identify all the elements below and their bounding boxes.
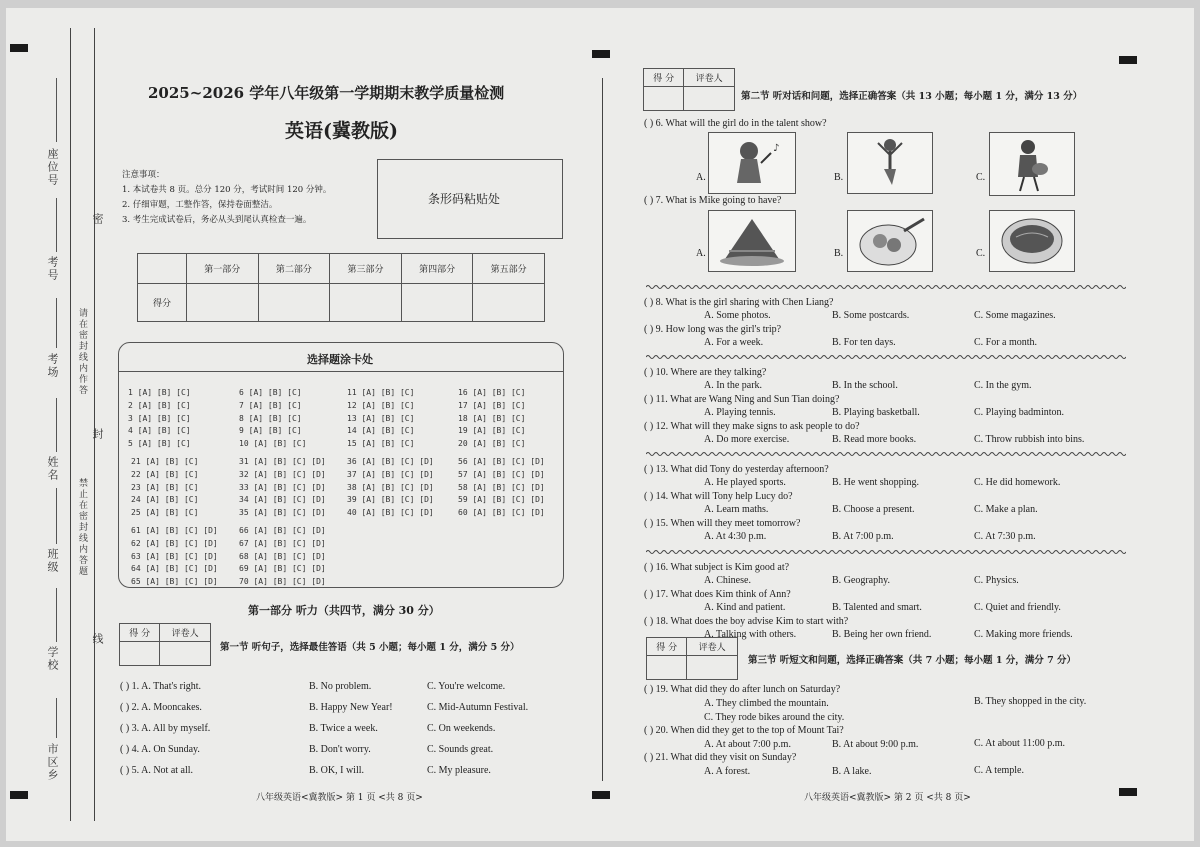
answer-bubble-row[interactable]: 14 [A] [B] [C] (347, 426, 415, 436)
q7: ( ) 7. What is Mike going to have? (644, 195, 782, 206)
answer-bubble-row[interactable]: 24 [A] [B] [C] (131, 495, 199, 505)
score-table-header: 第一部分 (187, 254, 259, 284)
answer-bubble-row[interactable]: 6 [A] [B] [C] (239, 388, 302, 397)
answer-bubble-row[interactable]: 21 [A] [B] [C] (131, 457, 199, 466)
q21: ( ) 21. What did they visit on Sunday? (644, 752, 797, 763)
q10-a: A. In the park. (704, 380, 763, 391)
q11-c: C. Playing badminton. (974, 407, 1064, 418)
q16-c: C. Physics. (974, 575, 1019, 586)
q21-a: A. A forest. (704, 766, 751, 777)
divider-wave (646, 451, 1126, 457)
q13-c: C. He did homework. (974, 477, 1061, 488)
answer-bubble-row[interactable]: 37 [A] [B] [C] [D] (347, 469, 434, 479)
grader-label: 评卷人 (160, 624, 211, 642)
q12: ( ) 12. What will they make signs to ask people to do? (644, 421, 860, 432)
grader-label: 评卷人 (684, 69, 735, 87)
q18-c: C. Making more friends. (974, 629, 1073, 640)
answer-card-rule (119, 371, 563, 372)
sec1-q1-c: C. You're welcome. (427, 681, 506, 692)
answer-bubble-row[interactable]: 9 [A] [B] [C] (239, 426, 302, 436)
q12-c: C. Throw rubbish into bins. (974, 434, 1085, 445)
score-table-header: 第五部分 (473, 254, 545, 284)
sec1-title: 第一节 听句子，选择最佳答语（共 5 小题；每小题 1 分，满分 5 分） (220, 642, 520, 653)
q9-c: C. For a month. (974, 337, 1038, 348)
answer-bubble-row[interactable]: 19 [A] [B] [C] (458, 426, 526, 436)
score-label: 得 分 (644, 69, 684, 87)
name-label: 姓名 (46, 456, 59, 482)
registration-mark (592, 50, 610, 58)
q17-a: A. Kind and patient. (704, 602, 786, 613)
q19: ( ) 19. What did they do after lunch on Saturday? (644, 684, 841, 695)
score-cell[interactable] (401, 284, 473, 322)
seal-char-feng: 封 (91, 428, 104, 441)
q10: ( ) 10. Where are they talking? (644, 367, 767, 378)
registration-mark (1119, 788, 1137, 796)
score-cell[interactable] (120, 642, 160, 666)
q14-b: B. Choose a present. (832, 504, 915, 515)
q20-a: A. At about 7:00 p.m. (704, 739, 791, 750)
score-table-header: 第二部分 (258, 254, 330, 284)
q6-letter-c: C. (976, 172, 986, 183)
grader-cell[interactable] (684, 87, 735, 111)
score-label: 得 分 (647, 638, 687, 656)
q14-c: C. Make a plan. (974, 504, 1038, 515)
sec2-title: 第二节 听对话和问题，选择正确答案（共 13 小题；每小题 1 分，满分 13 分） (741, 91, 1083, 102)
q11-b: B. Playing basketball. (832, 407, 920, 418)
sec1-score-box (119, 623, 211, 666)
page1-footer: 八年级英语<冀教版> 第 1 页 <共 8 页> (256, 793, 423, 803)
school-blank[interactable] (56, 588, 57, 642)
barcode-area (377, 159, 563, 239)
q16-b: B. Geography. (832, 575, 890, 586)
score-table-header: 第三部分 (330, 254, 402, 284)
sec1-q4-c: C. Sounds great. (427, 744, 494, 755)
score-label: 得 分 (120, 624, 160, 642)
q8-a: A. Some photos. (704, 310, 771, 321)
q6-pic-c (989, 132, 1075, 196)
q20-c: C. At about 11:00 p.m. (974, 738, 1066, 749)
note-1: 1. 本试卷共 8 页。总分 120 分，考试时间 120 分钟。 (122, 185, 332, 195)
answer-bubble-row[interactable]: 61 [A] [B] [C] [D] (131, 526, 218, 535)
q15: ( ) 15. When will they meet tomorrow? (644, 518, 801, 529)
answer-bubble-row[interactable]: 5 [A] [B] [C] (128, 439, 191, 449)
seal-char-xian: 线 (91, 633, 104, 646)
answer-bubble-row[interactable]: 12 [A] [B] [C] (347, 400, 415, 410)
q12-b: B. Read more books. (832, 434, 917, 445)
zongzi-icon (709, 211, 795, 271)
answer-bubble-row[interactable]: 23 [A] [B] [C] (131, 482, 199, 492)
q21-c: C. A temple. (974, 765, 1024, 776)
answer-bubble-row[interactable]: 33 [A] [B] [C] [D] (239, 482, 326, 492)
registration-mark (592, 791, 610, 799)
sec1-q2: ( ) 2. A. Mooncakes. (120, 702, 202, 713)
sec1-q3-c: C. On weekends. (427, 723, 496, 734)
answer-bubble-row[interactable]: 63 [A] [B] [C] [D] (131, 551, 218, 561)
score-cell[interactable] (330, 284, 402, 322)
grader-label: 评卷人 (687, 638, 738, 656)
score-cell[interactable] (187, 284, 259, 322)
answer-bubble-row[interactable]: 32 [A] [B] [C] [D] (239, 469, 326, 479)
answer-bubble-row[interactable]: 11 [A] [B] [C] (347, 388, 415, 397)
answer-bubble-row[interactable]: 35 [A] [B] [C] [D] (239, 508, 326, 518)
answer-bubble-row[interactable]: 10 [A] [B] [C] (239, 439, 307, 449)
exam-no-label: 考号 (46, 256, 59, 282)
exam-title: 2025~2026 学年八年级第一学期期末教学质量检测 (148, 84, 505, 102)
divider-wave (646, 354, 1126, 360)
answer-bubble-row[interactable]: 13 [A] [B] [C] (347, 413, 415, 423)
grader-cell[interactable] (687, 656, 738, 680)
score-row-label: 得分 (138, 284, 187, 322)
exam-no-blank[interactable] (56, 198, 57, 252)
score-cell[interactable] (473, 284, 545, 322)
notes (122, 168, 331, 228)
q17-b: B. Talented and smart. (832, 602, 922, 613)
exam-subject: 英语(冀教版) (285, 120, 398, 142)
score-cell[interactable] (647, 656, 687, 680)
answer-bubble-row[interactable]: 16 [A] [B] [C] (458, 388, 526, 397)
q16-a: A. Chinese. (704, 575, 751, 586)
q20-b: B. At about 9:00 p.m. (832, 739, 919, 750)
q7-pic-c (989, 210, 1075, 272)
q13: ( ) 13. What did Tony do yesterday afternoon? (644, 464, 829, 475)
q15-a: A. At 4:30 p.m. (704, 531, 767, 542)
answer-bubble-row[interactable]: 2 [A] [B] [C] (128, 400, 191, 410)
q14: ( ) 14. What will Tony help Lucy do? (644, 491, 793, 502)
sec1-q3: ( ) 3. A. All by myself. (120, 723, 211, 734)
answer-bubble-row[interactable]: 8 [A] [B] [C] (239, 413, 302, 423)
q10-b: B. In the school. (832, 380, 898, 391)
district-blank[interactable] (56, 698, 57, 738)
note-2: 2. 仔细审题，工整作答，保持卷面整洁。 (122, 200, 278, 210)
q17: ( ) 17. What does Kim think of Ann? (644, 589, 791, 600)
divider-wave (646, 284, 1126, 290)
answer-bubble-row[interactable]: 70 [A] [B] [C] [D] (239, 577, 326, 587)
q7-letter-a: A. (696, 248, 706, 259)
notes-title: 注意事项： (122, 170, 165, 180)
q8-c: C. Some magazines. (974, 310, 1056, 321)
answer-card-title: 选择题涂卡处 (307, 353, 373, 366)
answer-bubble-row[interactable]: 68 [A] [B] [C] [D] (239, 551, 326, 561)
singing-girl-icon (709, 133, 795, 193)
sec1-q4: ( ) 4. A. On Sunday. (120, 744, 200, 755)
sec1-q5: ( ) 5. A. Not at all. (120, 765, 194, 776)
q6-letter-a: A. (696, 172, 706, 183)
seat-label: 座位号 (46, 148, 59, 187)
registration-mark (10, 44, 28, 52)
name-blank[interactable] (56, 398, 57, 452)
sec3-score-box (646, 637, 738, 680)
seal-char-mi: 密 (91, 213, 104, 226)
score-table (137, 253, 545, 322)
q14-a: A. Learn maths. (704, 504, 769, 515)
district-label: 市区乡 (46, 743, 59, 782)
barcode-label: 条形码粘贴处 (428, 192, 501, 206)
grader-cell[interactable] (160, 642, 211, 666)
q11: ( ) 11. What are Wang Ning and Sun Tian doing? (644, 394, 840, 405)
q6-letter-b: B. (834, 172, 844, 183)
q7-pic-a (708, 210, 796, 272)
sec1-q5-b: B. OK, I will. (309, 765, 364, 776)
answer-bubble-row[interactable]: 17 [A] [B] [C] (458, 400, 526, 410)
sec3-title: 第三节 听短文和问题，选择正确答案（共 7 小题；每小题 1 分，满分 7 分） (748, 655, 1076, 666)
q12-a: A. Do more exercise. (704, 434, 790, 445)
q7-letter-b: B. (834, 248, 844, 259)
answer-bubble-row[interactable]: 40 [A] [B] [C] [D] (347, 508, 434, 518)
guitar-girl-icon (990, 133, 1074, 195)
seal-warning: 禁止在密封线内答题 (77, 478, 87, 577)
divider-wave (646, 549, 1126, 555)
score-table-header: 第四部分 (401, 254, 473, 284)
answer-bubble-row[interactable]: 18 [A] [B] [C] (458, 413, 526, 423)
sec1-q1: ( ) 1. A. That's right. (120, 681, 202, 692)
sec1-q1-b: B. No problem. (309, 681, 372, 692)
answer-bubble-row[interactable]: 62 [A] [B] [C] [D] (131, 538, 218, 548)
answer-bubble-row[interactable]: 36 [A] [B] [C] [D] (347, 457, 434, 466)
answer-bubble-row[interactable]: 67 [A] [B] [C] [D] (239, 538, 326, 548)
q10-c: C. In the gym. (974, 380, 1032, 391)
score-table-corner (138, 254, 187, 284)
school-label: 学校 (46, 646, 59, 672)
answer-bubble-row[interactable]: 56 [A] [B] [C] [D] (458, 457, 545, 466)
q15-b: B. At 7:00 p.m. (832, 531, 894, 542)
sec1-q4-b: B. Don't worry. (309, 744, 371, 755)
class-label: 班级 (46, 548, 59, 574)
note-3: 3. 考生完成试卷后，务必从头到尾认真检查一遍。 (122, 215, 312, 225)
binding-line (70, 28, 71, 821)
q18-a: A. Talking with others. (704, 629, 797, 640)
q6-pic-a (708, 132, 796, 194)
seal-hint: 请在密封线内作答 (77, 308, 87, 396)
room-label: 考场 (46, 353, 59, 379)
answer-bubble-row[interactable]: 59 [A] [B] [C] [D] (458, 495, 545, 505)
answer-bubble-row[interactable]: 20 [A] [B] [C] (458, 439, 526, 449)
q9: ( ) 9. How long was the girl's trip? (644, 324, 782, 335)
answer-bubble-row[interactable]: 34 [A] [B] [C] [D] (239, 495, 326, 505)
answer-bubble-row[interactable]: 3 [A] [B] [C] (128, 413, 191, 423)
tangyuan-bowl-icon (848, 211, 932, 271)
binding-line (94, 28, 95, 821)
answer-bubble-row[interactable]: 64 [A] [B] [C] [D] (131, 564, 218, 574)
answer-bubble-row[interactable]: 15 [A] [B] [C] (347, 439, 415, 449)
svg-text:♪: ♪ (773, 143, 780, 154)
room-blank[interactable] (56, 298, 57, 348)
answer-bubble-row[interactable]: 1 [A] [B] [C] (128, 388, 191, 397)
part1-title: 第一部分 听力（共四节，满分 30 分） (248, 604, 440, 617)
sec1-q5-c: C. My pleasure. (427, 765, 491, 776)
answer-bubble-row[interactable]: 60 [A] [B] [C] [D] (458, 508, 545, 518)
q6-pic-b (847, 132, 933, 194)
q15-c: C. At 7:30 p.m. (974, 531, 1036, 542)
q17-c: C. Quiet and friendly. (974, 602, 1061, 613)
q13-b: B. He went shopping. (832, 477, 919, 488)
q9-a: A. For a week. (704, 337, 764, 348)
q18-b: B. Being her own friend. (832, 629, 932, 640)
page2-footer: 八年级英语<冀教版> 第 2 页 <共 8 页> (804, 793, 971, 803)
q18: ( ) 18. What does the boy advise Kim to start with? (644, 616, 849, 627)
answer-bubble-row[interactable]: 25 [A] [B] [C] (131, 508, 199, 518)
answer-bubble-row[interactable]: 4 [A] [B] [C] (128, 426, 191, 436)
q19-c: C. They rode bikes around the city. (704, 712, 845, 723)
dancing-girl-icon (848, 133, 932, 193)
class-blank[interactable] (56, 488, 57, 544)
exam-sheet (6, 8, 1194, 841)
q13-a: A. He played sports. (704, 477, 786, 488)
answer-bubble-row[interactable]: 66 [A] [B] [C] [D] (239, 526, 326, 535)
q11-a: A. Playing tennis. (704, 407, 776, 418)
q8-b: B. Some postcards. (832, 310, 910, 321)
sec1-q3-b: B. Twice a week. (309, 723, 378, 734)
answer-bubble-row[interactable]: 69 [A] [B] [C] [D] (239, 564, 326, 574)
answer-bubble-row[interactable]: 7 [A] [B] [C] (239, 400, 302, 410)
answer-bubble-row[interactable]: 38 [A] [B] [C] [D] (347, 482, 434, 492)
answer-bubble-row[interactable]: 39 [A] [B] [C] [D] (347, 495, 434, 505)
q19-b: B. They shopped in the city. (974, 696, 1087, 707)
q6: ( ) 6. What will the girl do in the talent show? (644, 118, 827, 129)
answer-bubble-row[interactable]: 58 [A] [B] [C] [D] (458, 482, 545, 492)
q19-a: A. They climbed the mountain. (704, 698, 829, 709)
q7-pic-b (847, 210, 933, 272)
page-divider (602, 78, 603, 781)
answer-bubble-row[interactable]: 22 [A] [B] [C] (131, 469, 199, 479)
q9-b: B. For ten days. (832, 337, 896, 348)
answer-bubble-row[interactable]: 31 [A] [B] [C] [D] (239, 457, 326, 466)
sec1-q2-b: B. Happy New Year! (309, 702, 393, 713)
registration-mark (1119, 56, 1137, 64)
q20: ( ) 20. When did they get to the top of Mount Tai? (644, 725, 844, 736)
score-cell[interactable] (644, 87, 684, 111)
q21-b: B. A lake. (832, 766, 872, 777)
sec2-score-box (643, 68, 735, 111)
score-cell[interactable] (258, 284, 330, 322)
q8: ( ) 8. What is the girl sharing with Chen Liang? (644, 297, 834, 308)
q16: ( ) 16. What subject is Kim good at? (644, 562, 790, 573)
noodle-bowl-icon (990, 211, 1074, 271)
seat-blank[interactable] (56, 78, 57, 142)
registration-mark (10, 791, 28, 799)
answer-bubble-row[interactable]: 57 [A] [B] [C] [D] (458, 469, 545, 479)
sec1-q2-c: C. Mid-Autumn Festival. (427, 702, 529, 713)
answer-bubble-row[interactable]: 65 [A] [B] [C] [D] (131, 577, 218, 587)
q7-letter-c: C. (976, 248, 986, 259)
